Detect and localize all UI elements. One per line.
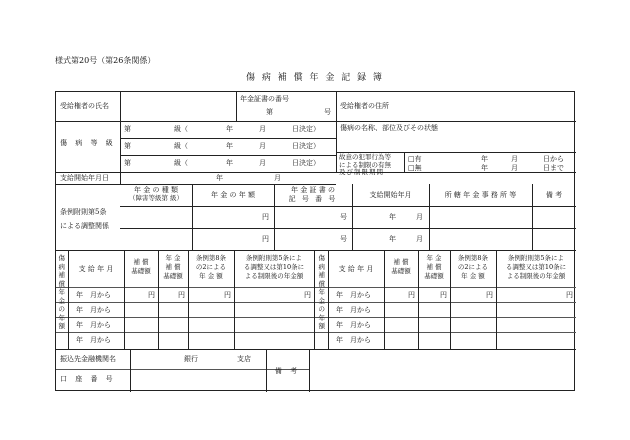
col-art8-right-1: 条例第8条 [457, 254, 489, 262]
restriction-nashi-checkbox[interactable]: □無 [408, 164, 422, 172]
adjust-row2-nen: 年 [389, 235, 396, 243]
branch-suffix: 支店 [237, 355, 251, 363]
col-base-right-1: 補 償 [393, 258, 409, 266]
recipient-address-label: 受給権者の住所 [340, 102, 389, 110]
col-art8-left-2: の2による [195, 263, 227, 271]
record-form [55, 91, 575, 391]
grade-label: 傷 病 等 級 [60, 139, 116, 147]
start-date-nen: 年 [216, 174, 223, 182]
restriction-from-nen: 年 [481, 155, 488, 163]
injury-label: 傷病の名称、部位及びその状態 [340, 124, 438, 132]
record-base-yen: 円 [408, 291, 415, 299]
grade-kyu: 級（ [174, 159, 188, 167]
record-base-yen: 円 [148, 291, 155, 299]
grade-tsuki: 月 [259, 125, 266, 133]
recipient-name-label: 受給権者の氏名 [60, 102, 109, 110]
grade-nen: 年 [226, 125, 233, 133]
adjust-row1-go: 号 [340, 213, 347, 221]
col-art8-right-2: の2による [457, 263, 489, 271]
start-date-tsuki: 月 [274, 174, 281, 182]
col-art5-left-3: よる制限後の年金額 [244, 272, 304, 280]
adjust-label-2: による調整関係 [60, 222, 109, 230]
record-art5-yen: 円 [304, 291, 311, 299]
pension-start-label: 支給開始年月 [369, 191, 412, 199]
restriction-to-made: 日まで [543, 164, 564, 172]
certificate-dai: 第 [266, 108, 273, 116]
record-annual-yen: 円 [440, 291, 447, 299]
grade-nen: 年 [226, 142, 233, 150]
grade-hi: 日決定） [292, 125, 320, 133]
adjust-row1-nen: 年 [389, 213, 396, 221]
bank-suffix: 銀行 [184, 355, 198, 363]
record-period: 年 月から [336, 291, 371, 299]
record-period: 年 月から [76, 321, 111, 329]
form-number: 様式第20号（第26条関係） [55, 56, 156, 65]
restriction-from-tsuki: 月 [511, 155, 518, 163]
record-art5-yen: 円 [566, 291, 573, 299]
pension-type-label-2: （障害等級第 級） [128, 194, 184, 202]
bank-name-label: 振込先金融機関名 [60, 355, 116, 363]
record-period: 年 月から [336, 306, 371, 314]
grade-dai: 第 [124, 159, 131, 167]
col-base-left-2: 基礎額 [131, 267, 151, 275]
adjust-label-1: 条例附則第5条 [60, 208, 107, 216]
grade-dai: 第 [124, 142, 131, 150]
grade-hi: 日決定） [292, 142, 320, 150]
grade-tsuki: 月 [259, 142, 266, 150]
col-base-left-1: 補 償 [133, 258, 149, 266]
adjust-row2-yen: 円 [262, 235, 269, 243]
col-art5-right-3: よる制限後の年金額 [506, 272, 566, 280]
restriction-to-tsuki: 月 [511, 164, 518, 172]
pension-office-label: 所 轄 年 金 事 務 所 等 [444, 191, 517, 199]
col-annual-left-3: 基礎額 [163, 272, 183, 280]
pension-cert-label-2: 記 号 番 号 [288, 195, 338, 203]
col-art5-right-2: る調整又は第10条に [505, 263, 567, 271]
grade-tsuki: 月 [259, 159, 266, 167]
record-period: 年 月から [336, 336, 371, 344]
pension-remarks-label: 備 考 [545, 191, 563, 199]
bank-remarks-label: 備 考 [274, 367, 301, 375]
adjust-row2-tsuki: 月 [416, 235, 423, 243]
adjust-row1-tsuki: 月 [416, 213, 423, 221]
adjust-row1-yen: 円 [262, 213, 269, 221]
restriction-label-3: 及び制限期間 [339, 168, 384, 176]
records-side-label-left: 傷病補償年金の年額 [58, 254, 65, 330]
col-art5-left-2: る調整又は第10条に [243, 263, 305, 271]
certificate-no-label: 年金証書の番号 [240, 95, 289, 103]
record-period: 年 月から [76, 306, 111, 314]
col-period-right: 支 給 年 月 [338, 265, 374, 273]
col-annual-right-3: 基礎額 [424, 272, 444, 280]
record-art8-yen: 円 [224, 291, 231, 299]
restriction-from-kara: 日から [543, 155, 564, 163]
account-number-label: 口 座 番 号 [60, 375, 116, 383]
start-date-label: 支給開始年月日 [60, 174, 109, 182]
col-annual-left-2: 補 償 [165, 263, 181, 271]
restriction-label-1: 故意の犯罪行為等 [339, 153, 391, 161]
col-annual-left-1: 年 金 [165, 254, 181, 262]
col-period-left: 支 給 年 月 [78, 265, 114, 273]
page-title: 傷 病 補 償 年 金 記 録 簿 [246, 73, 384, 83]
grade-kyu: 級（ [174, 142, 188, 150]
record-art8-yen: 円 [486, 291, 493, 299]
record-annual-yen: 円 [178, 291, 185, 299]
adjust-row2-go: 号 [340, 235, 347, 243]
restriction-label-2: による制限の有無 [339, 160, 391, 169]
restriction-to-nen: 年 [481, 164, 488, 172]
col-annual-right-2: 補 償 [426, 263, 442, 271]
record-period: 年 月から [76, 291, 111, 299]
record-period: 年 月から [336, 321, 371, 329]
certificate-go: 号 [324, 108, 331, 116]
col-art8-left-1: 条例第8条 [195, 254, 227, 262]
col-art8-left-3: 年 金 額 [199, 272, 223, 280]
col-art5-left-1: 条例附則第5条によ [245, 254, 303, 262]
pension-type-label-1: 年 金 の 種 類 [134, 186, 178, 194]
col-art8-right-3: 年 金 額 [461, 272, 485, 280]
pension-amount-label: 年 金 の 年 額 [211, 191, 255, 199]
grade-hi: 日決定） [292, 159, 320, 167]
grade-kyu: 級（ [174, 125, 188, 133]
restriction-ari-checkbox[interactable]: □有 [408, 155, 422, 163]
col-base-right-2: 基礎額 [391, 267, 411, 275]
col-annual-right-1: 年 金 [426, 254, 442, 262]
record-period: 年 月から [76, 336, 111, 344]
col-art5-right-1: 条例附則第5条によ [507, 254, 565, 262]
grade-nen: 年 [226, 159, 233, 167]
grade-dai: 第 [124, 125, 131, 133]
records-side-label-right: 傷病補償年金の年額 [318, 254, 325, 330]
pension-cert-label-1: 年 金 証 書 の [291, 186, 335, 194]
